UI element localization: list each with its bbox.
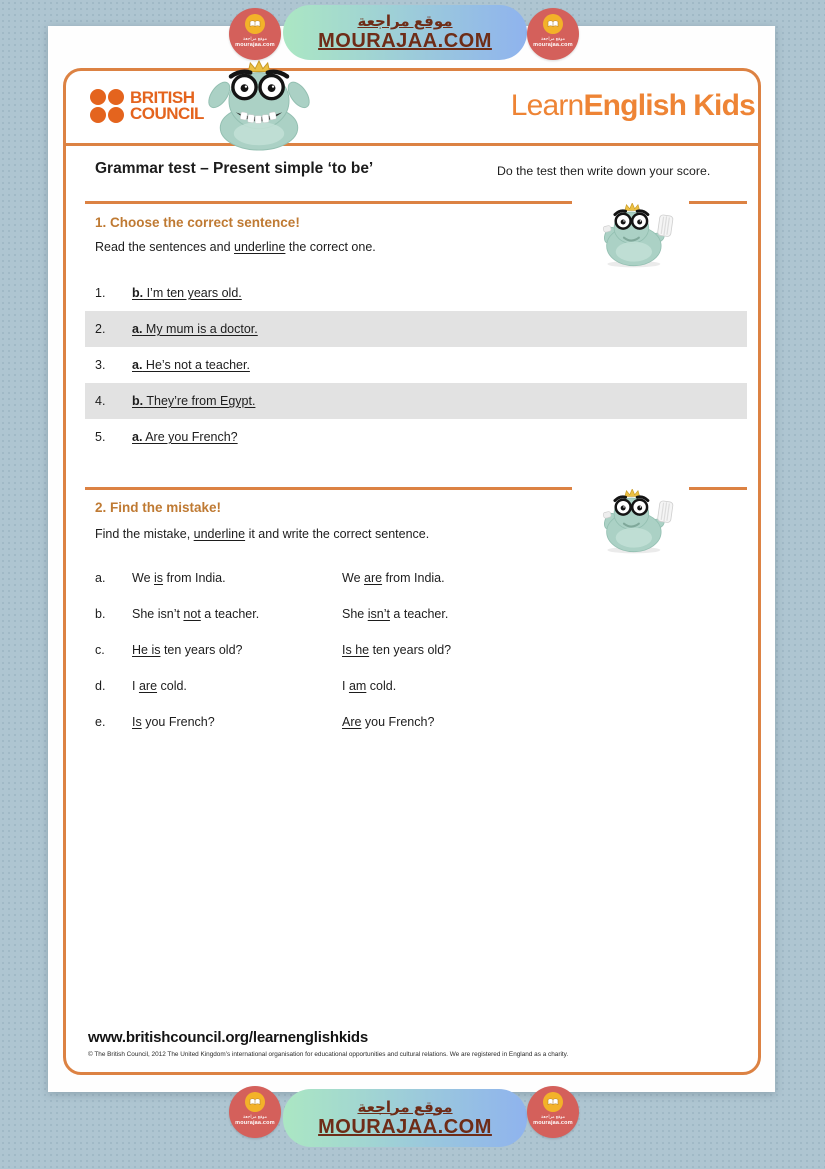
question-number: 4. — [95, 394, 106, 408]
wrong-sentence: I are cold. — [132, 679, 187, 693]
item-letter: c. — [95, 643, 105, 657]
item-letter: e. — [95, 715, 106, 729]
answer-sentence: a. He’s not a teacher. — [132, 358, 250, 372]
monster-mascot-icon — [200, 60, 318, 152]
section-divider — [85, 201, 572, 204]
item-letter: b. — [95, 607, 106, 621]
section2-list — [85, 560, 747, 740]
banner-site-url: MOURAJAA.COM — [318, 1115, 492, 1138]
mistake-row — [85, 596, 747, 632]
mourajaa-badge[interactable] — [229, 1086, 281, 1138]
british-council-dots-icon — [90, 89, 124, 123]
answer-sentence: b. They’re from Egypt. — [132, 394, 256, 408]
item-letter: d. — [95, 679, 106, 693]
question-number: 5. — [95, 430, 106, 444]
wrong-sentence: He is ten years old? — [132, 643, 243, 657]
badge-text: موقع مراجعة mourajaa.com — [235, 1114, 275, 1126]
badge-text: موقع مراجعة mourajaa.com — [533, 1114, 573, 1126]
mourajaa-badge[interactable] — [229, 8, 281, 60]
question-row — [85, 347, 747, 383]
correct-sentence: We are from India. — [342, 571, 445, 585]
badge-text: موقع مراجعة mourajaa.com — [235, 36, 275, 48]
correct-sentence: I am cold. — [342, 679, 397, 693]
correct-sentence: Are you French? — [342, 715, 435, 729]
section2-instruction: Find the mistake, underline it and write the correct sentence. — [95, 527, 430, 541]
worksheet-note: Do the test then write down your score. — [497, 164, 711, 178]
british-council-logo — [90, 89, 204, 123]
mourajaa-badge[interactable] — [527, 8, 579, 60]
book-icon — [543, 1092, 563, 1112]
worksheet-title: Grammar test – Present simple ‘to be’ — [95, 160, 374, 177]
learnenglish-kids-logo: LearnEnglish Kids — [510, 89, 755, 122]
question-row — [85, 311, 747, 347]
section-divider — [689, 487, 747, 490]
monster-brush-mascot-icon — [592, 203, 684, 269]
section1-list — [85, 275, 747, 455]
mistake-row — [85, 704, 747, 740]
mistake-row — [85, 560, 747, 596]
header-divider — [66, 143, 758, 146]
mourajaa-badge[interactable] — [527, 1086, 579, 1138]
answer-sentence: a. Are you French? — [132, 430, 238, 444]
item-letter: a. — [95, 571, 106, 585]
mistake-row — [85, 632, 747, 668]
wrong-sentence: She isn’t not a teacher. — [132, 607, 260, 621]
section-divider — [85, 487, 572, 490]
question-number: 1. — [95, 286, 106, 300]
banner-site-url: MOURAJAA.COM — [318, 30, 492, 52]
correct-sentence: Is he ten years old? — [342, 643, 452, 657]
answer-sentence: b. I’m ten years old. — [132, 286, 242, 300]
mourajaa-banner-link[interactable] — [283, 1089, 527, 1147]
mistake-row — [85, 668, 747, 704]
mourajaa-banner-link[interactable] — [283, 5, 527, 60]
section2-heading: 2. Find the mistake! — [95, 500, 222, 515]
footer-url: www.britishcouncil.org/learnenglishkids — [88, 1029, 369, 1046]
book-icon — [543, 14, 563, 34]
section1-instruction: Read the sentences and underline the correct one. — [95, 240, 376, 254]
banner-arabic-title: موقع مراجعة — [357, 1098, 453, 1116]
question-row — [85, 275, 747, 311]
section-divider — [689, 201, 747, 204]
banner-arabic-title: موقع مراجعة — [357, 13, 453, 30]
question-number: 3. — [95, 358, 106, 372]
answer-sentence: a. My mum is a doctor. — [132, 322, 258, 336]
correct-sentence: She isn’t a teacher. — [342, 607, 449, 621]
wrong-sentence: We is from India. — [132, 571, 226, 585]
book-icon — [245, 1092, 265, 1112]
wrong-sentence: Is you French? — [132, 715, 215, 729]
british-council-wordmark: BRITISH COUNCIL — [130, 88, 204, 123]
question-number: 2. — [95, 322, 106, 336]
badge-text: موقع مراجعة mourajaa.com — [533, 36, 573, 48]
book-icon — [245, 14, 265, 34]
monster-brush-mascot-icon — [592, 489, 684, 555]
question-row — [85, 383, 747, 419]
question-row — [85, 419, 747, 455]
section1-heading: 1. Choose the correct sentence! — [95, 215, 300, 230]
footer-copyright: © The British Council, 2012 The United Kingdom’s international organisation for educational opportunities and cultural relations. We are registered in England as a charity. — [88, 1051, 569, 1058]
